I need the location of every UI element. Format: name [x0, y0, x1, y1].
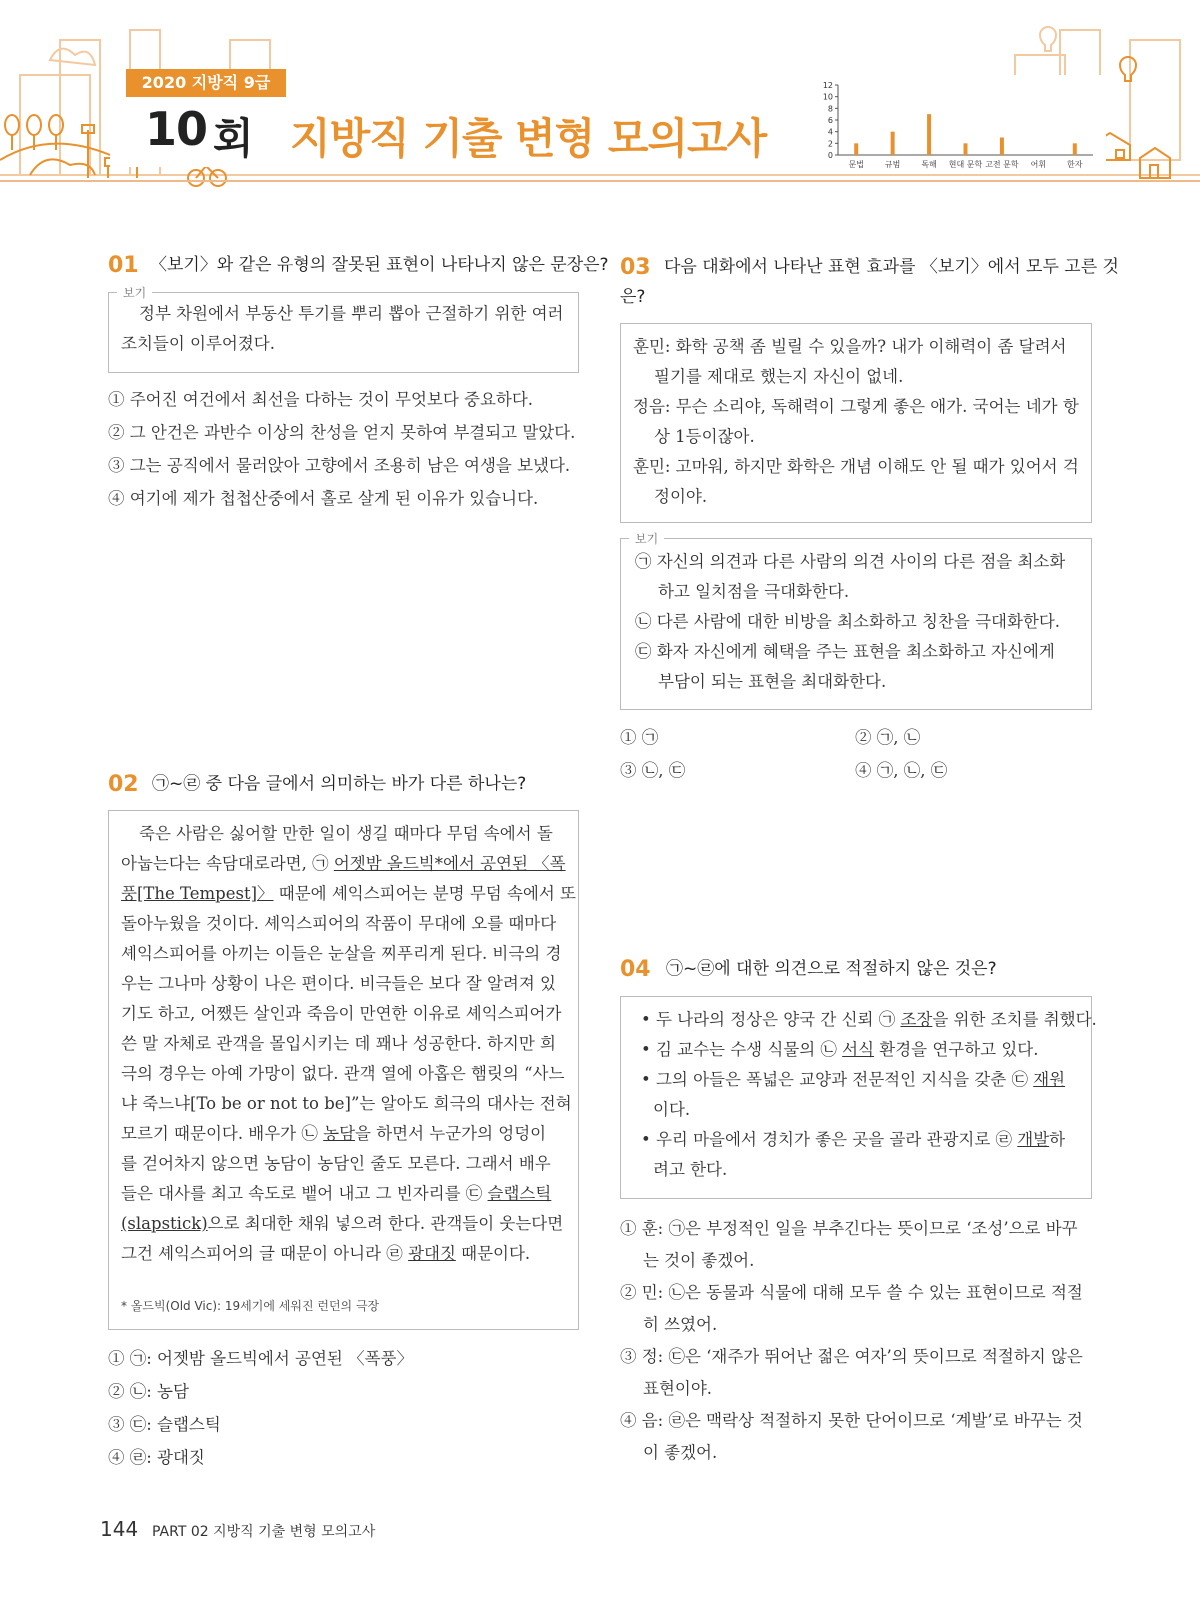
choice-01-4[interactable]: ④ 여기에 제가 첩첩산중에서 홀로 살게 된 이유가 있습니다.	[108, 489, 539, 508]
bogi-line: 조치들이 이루어졌다.	[121, 334, 275, 353]
passage-line: 냐 죽느냐[To be or not to be]”는 알아도 희극의 대사는 전혀	[121, 1094, 572, 1113]
choice-03-4[interactable]: ④ ㉠, ㉡, ㉢	[855, 761, 948, 780]
passage-line: 셰익스피어를 아끼는 이들은 눈살을 찌푸리게 된다. 비극의 경	[121, 944, 562, 963]
dialogue-line: 필기를 제대로 했는지 자신이 없네.	[654, 367, 904, 386]
passage-line: 아눕는다는 속담대로라면, ㉠ 어젯밤 올드빅*에서 공연된 〈폭	[121, 854, 566, 873]
bogi-line: 정부 차원에서 부동산 투기를 뿌리 뽑아 근절하기 위한 여러	[139, 304, 564, 323]
question-text-03-cont: 은?	[620, 287, 646, 307]
passage-line: 우는 그나마 상황이 나은 편이다. 비극들은 보다 잘 알려져 있	[121, 974, 556, 993]
passage-line: 그건 셰익스피어의 글 때문이 아니라 ㉣ 광대짓 때문이다.	[121, 1244, 531, 1263]
bar-독해	[927, 114, 931, 155]
choice-04-3-cont[interactable]: 표현이야.	[643, 1379, 713, 1398]
choice-04-2[interactable]: ② 민: ㉡은 동물과 식물에 대해 모두 쓸 수 있는 표현이므로 적절	[620, 1283, 1083, 1302]
bogi-line: ㉠ 자신의 의견과 다른 사람의 의견 사이의 다른 점을 최소화	[635, 552, 1066, 571]
bar-문법	[854, 143, 858, 155]
passage-line: 돌아누웠을 것이다. 셰익스피어의 작품이 무대에 오를 때마다	[121, 914, 557, 933]
bogi-label: 보기	[629, 530, 664, 547]
y-tick-label: 12	[822, 81, 833, 90]
choice-02-3[interactable]: ③ ㉢: 슬랩스틱	[108, 1415, 221, 1434]
question-text-04: ㉠~㉣에 대한 의견으로 적절하지 않은 것은?	[666, 959, 997, 979]
dialogue-line: 훈민: 화학 공책 좀 빌릴 수 있을까? 내가 이해력이 좀 달려서	[633, 337, 1067, 356]
passage-line: 극의 경우는 아예 가망이 없다. 관객 열에 아홉은 햄릿의 “사느	[121, 1064, 565, 1083]
y-tick-label: 6	[827, 116, 833, 125]
x-tick-label: 어휘	[1030, 160, 1047, 169]
choice-02-4[interactable]: ④ ㉣: 광대짓	[108, 1448, 205, 1467]
round-unit: 회	[213, 114, 254, 163]
x-tick-label: 문법	[848, 160, 864, 169]
dialogue-line: 정이야.	[654, 487, 708, 506]
dialogue-box-03	[620, 323, 1092, 523]
bogi-box-01	[108, 286, 579, 373]
sentence-line: 이다.	[653, 1100, 691, 1119]
question-number-04: 04	[620, 957, 651, 982]
choice-03-2[interactable]: ② ㉠, ㉡	[855, 728, 921, 747]
passage-line: 를 걷어차지 않으면 농담이 농담인 줄도 모른다. 그래서 배우	[121, 1154, 551, 1173]
x-tick-label: 고전 문학	[985, 160, 1019, 169]
question-text-02: ㉠~㉣ 중 다음 글에서 의미하는 바가 다른 하나는?	[152, 774, 527, 794]
passage-box-02	[108, 810, 579, 1330]
bar-규범	[891, 132, 895, 155]
dialogue-line: 훈민: 고마워, 하지만 화학은 개념 이해도 안 될 때가 있어서 걱	[633, 457, 1079, 476]
page-number: 144	[100, 1517, 139, 1541]
sentence-line: • 우리 마을에서 경치가 좋은 곳을 골라 관광지로 ㉣ 개발하	[641, 1130, 1066, 1149]
x-tick-label: 규범	[884, 160, 901, 169]
exam-tag: 2020 지방직 9급	[126, 69, 286, 97]
y-tick-label: 10	[822, 92, 833, 102]
sentence-line: • 두 나라의 정상은 양국 간 신뢰 ㉠ 조장을 위한 조치를 취했다.	[641, 1010, 1097, 1029]
choice-01-2[interactable]: ② 그 안건은 과반수 이상의 찬성을 얻지 못하여 부결되고 말았다.	[108, 423, 576, 442]
passage-line: (slapstick)으로 최대한 채워 넣으려 한다. 관객들이 웃는다면	[121, 1214, 564, 1233]
y-tick-label: 0	[827, 151, 833, 160]
question-distribution-chart	[822, 80, 1101, 175]
passage-line: 기도 하고, 어쨌든 살인과 죽음이 만연한 이유로 셰익스피어가	[121, 1004, 562, 1023]
question-text-03: 다음 대화에서 나타난 표현 효과를 〈보기〉에서 모두 고른 것	[664, 257, 1119, 277]
choice-04-1-cont[interactable]: 는 것이 좋겠어.	[643, 1251, 755, 1270]
passage-line: 쓴 말 자체로 관객을 몰입시키는 데 꽤나 성공한다. 하지만 희	[121, 1034, 556, 1053]
sentence-line: 려고 한다.	[653, 1160, 728, 1179]
sentence-line: • 그의 아들은 폭넓은 교양과 전문적인 지식을 갖춘 ㉢ 재원	[641, 1070, 1066, 1089]
passage-line: 들은 대사를 최고 속도로 뱉어 내고 그 빈자리를 ㉢ 슬랩스틱	[121, 1184, 552, 1203]
dialogue-line: 정음: 무슨 소리야, 독해력이 그렇게 좋은 애가. 국어는 네가 항	[633, 397, 1079, 416]
x-tick-label: 한자	[1067, 160, 1083, 169]
sentence-box-04	[620, 996, 1097, 1199]
choice-02-1[interactable]: ① ㉠: 어젯밤 올드빅에서 공연된 〈폭풍〉	[108, 1349, 413, 1368]
x-tick-label: 현대 문학	[948, 160, 983, 169]
y-tick-label: 2	[827, 139, 833, 149]
round-number: 10	[145, 102, 208, 156]
choice-01-1[interactable]: ① 주어진 여건에서 최선을 다하는 것이 무엇보다 중요하다.	[108, 390, 534, 409]
question-text-01: 〈보기〉와 같은 유형의 잘못된 표현이 나타나지 않은 문장은?	[150, 255, 609, 275]
bogi-line: ㉡ 다른 사람에 대한 비방을 최소화하고 칭찬을 극대화한다.	[635, 612, 1061, 631]
sentence-line: • 김 교수는 수생 식물의 ㉡ 서식 환경을 연구하고 있다.	[641, 1040, 1039, 1059]
choice-03-3[interactable]: ③ ㉡, ㉢	[620, 761, 686, 780]
bar-한자	[1073, 143, 1077, 155]
choice-03-1[interactable]: ① ㉠	[620, 728, 659, 747]
choice-04-4-cont[interactable]: 이 좋겠어.	[643, 1443, 718, 1462]
footnote: * 올드빅(Old Vic): 19세기에 세워진 런던의 극장	[121, 1299, 380, 1313]
page-title: 지방직 기출 변형 모의고사	[290, 114, 767, 163]
passage-line: 죽은 사람은 싫어할 만한 일이 생길 때마다 무덤 속에서 돌	[139, 824, 553, 843]
passage-line: 모르기 때문이다. 배우가 ㉡ 농담을 하면서 누군가의 엉덩이	[121, 1124, 547, 1143]
choice-04-1[interactable]: ① 훈: ㉠은 부정적인 일을 부추긴다는 뜻이므로 ‘조성’으로 바꾸	[620, 1219, 1078, 1238]
choice-04-4[interactable]: ④ 음: ㉣은 맥락상 적절하지 못한 단어이므로 ‘계발’로 바꾸는 것	[620, 1411, 1083, 1430]
dialogue-line: 상 1등이잖아.	[654, 427, 755, 446]
choice-04-3[interactable]: ③ 정: ㉢은 ‘재주가 뛰어난 젊은 여자’의 뜻이므로 적절하지 않은	[620, 1347, 1083, 1366]
x-tick-label: 독해	[921, 160, 937, 169]
page-header	[0, 0, 1200, 200]
bogi-line: 하고 일치점을 극대화한다.	[658, 582, 850, 601]
choice-02-2[interactable]: ② ㉡: 농담	[108, 1382, 189, 1401]
footer-text: PART 02 지방직 기출 변형 모의고사	[152, 1524, 376, 1540]
bogi-label: 보기	[117, 284, 152, 301]
bogi-line: ㉢ 화자 자신에게 혜택을 주는 표현을 최소화하고 자신에게	[635, 642, 1055, 661]
question-number-01: 01	[108, 253, 139, 278]
question-number-02: 02	[108, 772, 139, 797]
bar-고전 문학	[1000, 138, 1004, 156]
choice-01-3[interactable]: ③ 그는 공직에서 물러앉아 고향에서 조용히 남은 여생을 보냈다.	[108, 456, 571, 475]
choice-04-2-cont[interactable]: 히 쓰였어.	[643, 1315, 718, 1334]
header-divider	[0, 180, 1200, 182]
passage-line: 풍[The Tempest]〉 때문에 셰익스피어는 분명 무덤 속에서 또	[121, 884, 576, 903]
question-number-03: 03	[620, 255, 651, 280]
bar-현대 문학	[964, 143, 968, 155]
y-tick-label: 8	[827, 104, 833, 114]
bogi-line: 부담이 되는 표현을 최대화한다.	[658, 672, 887, 691]
y-tick-label: 4	[827, 127, 833, 137]
bogi-box-03	[620, 532, 1092, 710]
